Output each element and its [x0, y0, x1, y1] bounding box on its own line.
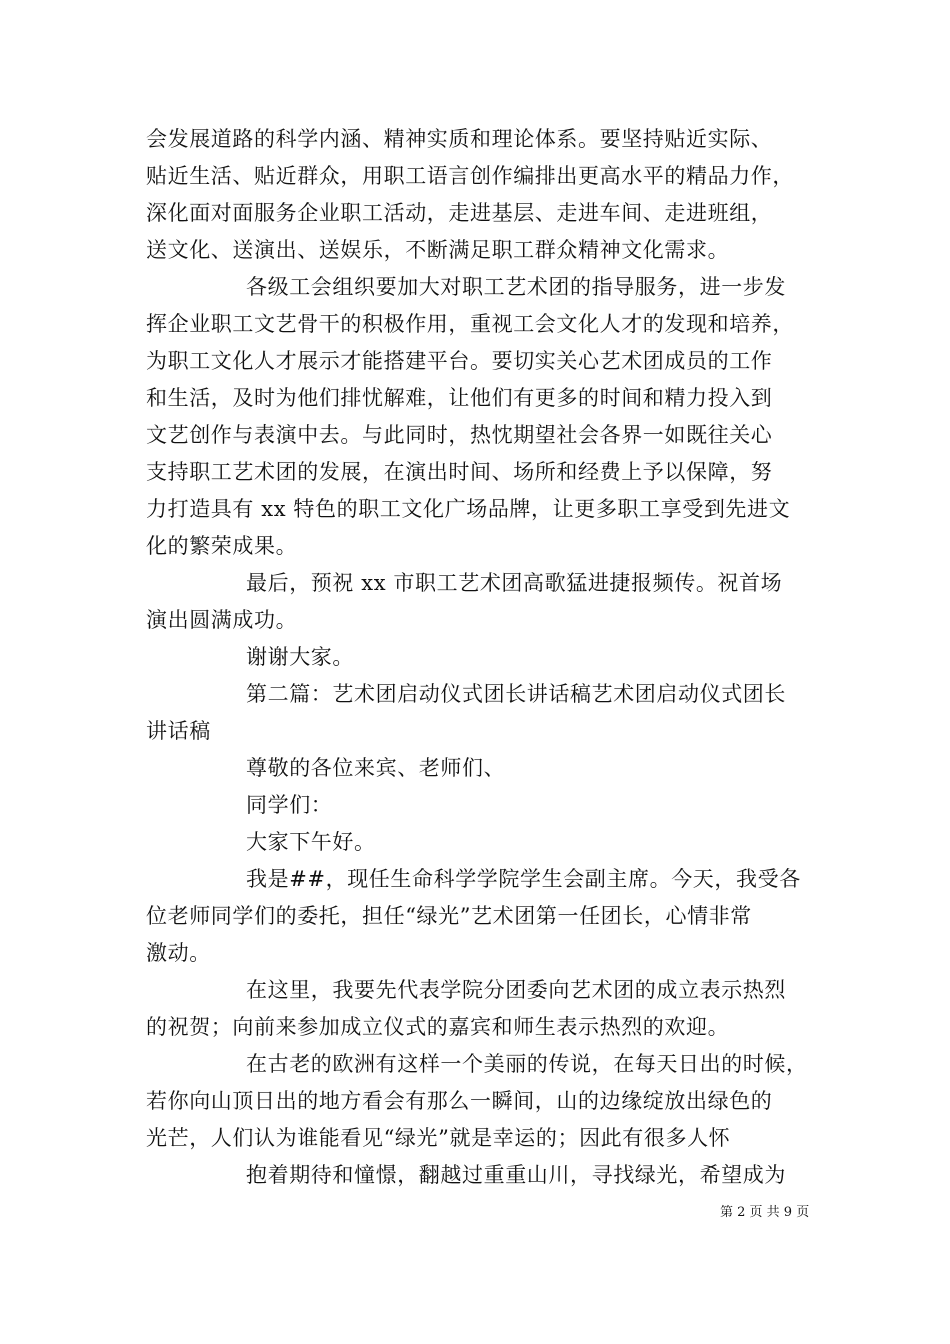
section-title: 第二篇：艺术团启动仪式团长讲话稿艺术团启动仪式团长 — [246, 682, 786, 706]
paragraph-first-line: 我是##，现任生命科学学院学生会副主席。今天，我受各 — [246, 867, 801, 891]
text-line: 文艺创作与表演中去。与此同时，热忱期望社会各界一如既往关心 — [146, 423, 773, 447]
paragraph-first-line: 谢谢大家。 — [246, 645, 354, 669]
text-line: 和生活，及时为他们排忧解难，让他们有更多的时间和精力投入到 — [146, 386, 773, 410]
text-line: 演出圆满成功。 — [146, 608, 298, 632]
text-line: 挥企业职工文艺骨干的积极作用，重视工会文化人才的发现和培养， — [146, 312, 794, 336]
paragraph-first-line: 同学们： — [246, 793, 333, 817]
text-line: 激动。 — [146, 941, 211, 965]
text-line: 若你向山顶日出的地方看会有那么一瞬间，山的边缘绽放出绿色的 — [146, 1089, 773, 1113]
paragraph-first-line: 大家下午好。 — [246, 830, 376, 854]
paragraph-first-line: 尊敬的各位来宾、老师们、 — [246, 756, 506, 780]
text-line: 的祝贺；向前来参加成立仪式的嘉宾和师生表示热烈的欢迎。 — [146, 1015, 730, 1039]
text-line: 贴近生活、贴近群众，用职工语言创作编排出更高水平的精品力作， — [146, 164, 794, 188]
text-line: 深化面对面服务企业职工活动，走进基层、走进车间、走进班组， — [146, 201, 773, 225]
text-line: 力打造具有 xx 特色的职工文化广场品牌，让更多职工享受到先进文 — [146, 497, 791, 521]
section-title-cont: 讲话稿 — [146, 719, 211, 743]
paragraph-first-line: 在古老的欧洲有这样一个美丽的传说，在每天日出的时候， — [246, 1052, 808, 1076]
text-line: 化的繁荣成果。 — [146, 534, 298, 558]
paragraph-first-line: 在这里，我要先代表学院分团委向艺术团的成立表示热烈 — [246, 978, 786, 1002]
page-number-footer: 第 2 页 共 9 页 — [720, 1205, 810, 1220]
paragraph-first-line: 最后，预祝 xx 市职工艺术团高歌猛进捷报频传。祝首场 — [246, 571, 783, 595]
text-line: 为职工文化人才展示才能搭建平台。要切实关心艺术团成员的工作 — [146, 349, 773, 373]
text-line: 光芒，人们认为谁能看见“绿光”就是幸运的；因此有很多人怀 — [146, 1126, 731, 1150]
paragraph-first-line: 各级工会组织要加大对职工艺术团的指导服务，进一步发 — [246, 275, 786, 299]
text-line: 送文化、送演出、送娱乐，不断满足职工群众精神文化需求。 — [146, 238, 730, 262]
text-line: 支持职工艺术团的发展，在演出时间、场所和经费上予以保障，努 — [146, 460, 773, 484]
paragraph-first-line: 抱着期待和憧憬，翻越过重重山川，寻找绿光，希望成为 — [246, 1163, 786, 1187]
text-line: 会发展道路的科学内涵、精神实质和理论体系。要坚持贴近实际、 — [146, 127, 773, 151]
text-line: 位老师同学们的委托，担任“绿光”艺术团第一任团长，心情非常 — [146, 904, 752, 928]
